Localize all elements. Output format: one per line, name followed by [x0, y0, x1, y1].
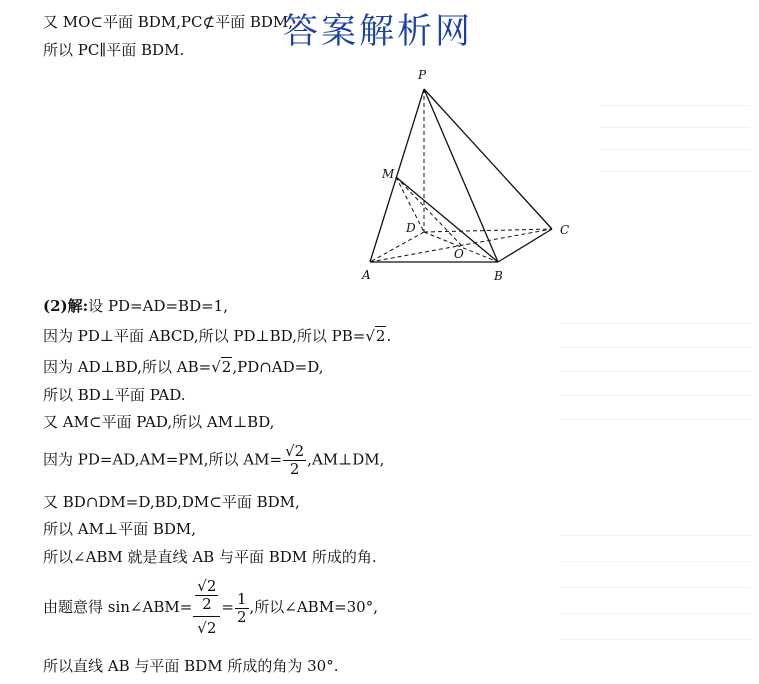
- label-B: B: [494, 269, 503, 283]
- part2-line-10: 由题意得 sin∠ABM= $\frac{\frac{√2}{2}}{√2}$ = $\frac{1}{2}$ ,所以∠ABM=30°,: [43, 577, 378, 637]
- label-C: C: [560, 223, 570, 237]
- compound-fraction: $\frac{\frac{√2}{2}}{√2}$: [193, 578, 220, 638]
- edge-MB: [396, 177, 498, 262]
- part2-line-1: (2)解:设 PD=AD=BD=1,: [43, 297, 228, 315]
- label-A: A: [362, 268, 371, 282]
- edge-DC: [424, 229, 552, 232]
- watermark: 答案解析网: [283, 12, 474, 52]
- label-P: P: [418, 68, 427, 82]
- part2-line-8: 所以 AM⊥平面 BDM,: [43, 520, 197, 538]
- part2-line-2: 因为 PD⊥平面 ABCD,所以 PD⊥BD,所以 PB=√2.: [43, 327, 392, 345]
- part2-line-3: 因为 AD⊥BD,所以 AB=√2,PD∩AD=D,: [43, 358, 324, 376]
- label-M: M: [382, 167, 395, 181]
- part2-line-9: 所以∠ABM 就是直线 AB 与平面 BDM 所成的角.: [43, 548, 377, 566]
- edge-PB: [424, 89, 498, 262]
- proof-line-1: 又 MO⊂平面 BDM,PC⊄平面 BDM,: [43, 13, 294, 31]
- part2-line-7: 又 BD∩DM=D,BD,DM⊂平面 BDM,: [43, 493, 300, 511]
- part2-line-4: 所以 BD⊥平面 PAD.: [43, 386, 186, 404]
- edge-MO: [396, 177, 462, 246]
- part2-line-11: 所以直线 AB 与平面 BDM 所成的角为 30°.: [43, 657, 339, 675]
- proof-line-2: 所以 PC∥平面 BDM.: [43, 41, 185, 59]
- part2-line-6: 因为 PD=AD,AM=PM,所以 AM= $\frac{√2}{2}$ ,AM⊥DM,: [43, 442, 385, 478]
- label-D: D: [406, 221, 416, 235]
- part2-line-5: 又 AM⊂平面 PAD,所以 AM⊥BD,: [43, 413, 275, 431]
- label-O: O: [454, 247, 464, 261]
- fraction-one-half: $\frac{1}{2}$: [236, 589, 247, 626]
- fraction-sqrt2-over-2: $\frac{√2}{2}$: [285, 442, 305, 478]
- edge-PC: [424, 89, 552, 229]
- solution-head: (2)解:: [43, 297, 89, 315]
